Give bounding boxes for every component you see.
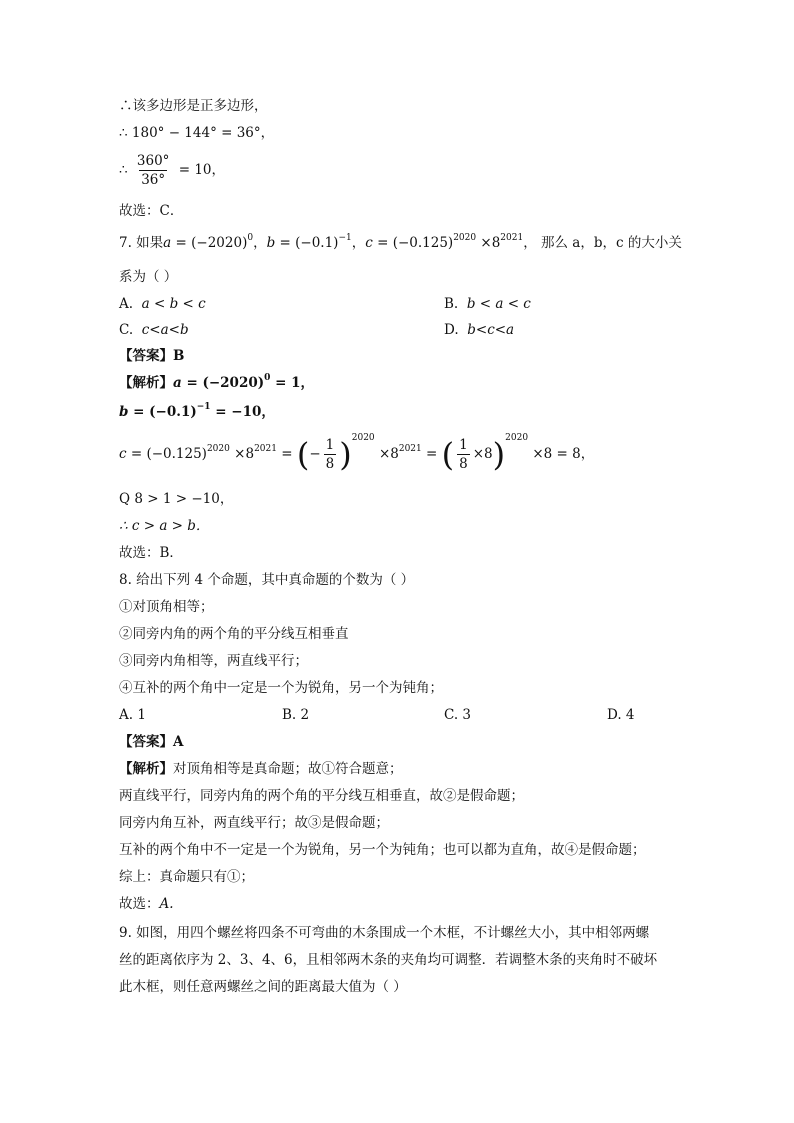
exp-a: 0 [247, 233, 254, 243]
expr: ×8 [374, 446, 399, 462]
question-8-analysis-3: 同旁内角互补，两直线平行；故③是假命题； [119, 815, 389, 831]
fraction-denominator: 8 [459, 456, 468, 472]
fraction-denominator: 36° [141, 172, 166, 188]
expr-result: ×8 = 8， [528, 446, 595, 462]
question-7-stem [119, 232, 682, 254]
prev-line-4: 故选：C． [119, 203, 184, 219]
expr-result: = 1， [270, 375, 314, 391]
option-b: B. 2 [282, 707, 310, 723]
expr: = (−0.125) [126, 446, 207, 462]
expr-b: = (−0.1) [275, 235, 339, 251]
prev-line-1: ∴该多边形是正多边形， [119, 98, 268, 114]
question-7-analysis-5: ∴ c > a > b． [119, 518, 210, 534]
question-7-suffix: ， 那么 a，b，c 的大小关 [523, 235, 682, 251]
fraction-denominator: 8 [325, 456, 335, 472]
question-8-answer: 【答案】A [119, 734, 184, 750]
question-7-answer: 【答案】B [119, 348, 185, 364]
choice-prefix: 故选： [119, 896, 160, 912]
option-d [444, 321, 514, 339]
exp-c-2: 2021 [500, 233, 524, 243]
option-b [444, 295, 531, 313]
question-8-item: ④互补的两个角中一定是一个为锐角，另一个为钝角； [119, 680, 443, 696]
var-b: b [266, 235, 276, 251]
choice-letter: A [159, 896, 170, 912]
exp-b: −1 [338, 233, 352, 243]
option-label: B. [444, 296, 459, 312]
option-d: D. 4 [607, 707, 635, 723]
option-a: A. 1 [119, 707, 146, 723]
var-c: c [119, 446, 127, 462]
var-c: c [365, 235, 373, 251]
fraction [135, 153, 172, 188]
expr-c-mid: ×8 [476, 235, 501, 251]
exponent: 2020 [505, 433, 529, 443]
expr-a: = (−2020) [171, 235, 248, 251]
question-8-choice [119, 895, 174, 913]
fraction-numerator: 1 [325, 437, 335, 453]
question-8-item: ①对顶角相等； [119, 599, 214, 615]
question-8-stem: 8. 给出下列 4 个命题，其中真命题的个数为（ ） [119, 572, 415, 588]
option-label: A. [119, 296, 134, 312]
question-8-analysis-4: 互补的两个角中不一定是一个为锐角，另一个为钝角；也可以都为直角，故④是假命题； [119, 842, 646, 858]
expr: ×8 [472, 446, 493, 462]
left-paren: ( [441, 435, 455, 474]
equals: = [421, 446, 442, 462]
question-8-analysis-2: 两直线平行，同旁内角的两个角的平分线互相垂直，故②是假命题； [119, 788, 524, 804]
separator: ， [351, 235, 366, 251]
prev-line-3 [119, 152, 225, 188]
option-label: C. [119, 322, 134, 338]
exp-c-1: 2020 [453, 233, 477, 243]
right-paren: ) [339, 435, 352, 474]
option-text: b < a < c [466, 296, 531, 312]
fraction-numerator: 360° [136, 153, 170, 169]
question-7-analysis-1 [119, 373, 314, 393]
expr: = (−0.1) [128, 404, 197, 420]
question-7-prefix: 7. 如果 [119, 235, 164, 251]
left-paren: ( [296, 435, 310, 474]
option-text: c<a<b [141, 322, 189, 338]
option-text: a < b < c [141, 296, 206, 312]
exponent: 2020 [351, 433, 375, 443]
exponent: 2020 [206, 444, 230, 454]
var-a: a [173, 375, 182, 391]
therefore-symbol: ∴ [119, 125, 128, 141]
option-a [119, 295, 206, 313]
option-c [119, 321, 189, 339]
choice-suffix: . [169, 896, 174, 912]
question-7-choice: 故选：B． [119, 545, 183, 561]
option-text: b<c<a [467, 322, 515, 338]
exponent: 2021 [398, 444, 422, 454]
question-9-line-2: 丝的距离依序为 2、3、4、6，且相邻两木条的夹角均可调整．若调整木条的夹角时不破坏 [119, 952, 658, 968]
expr: ×8 [229, 446, 255, 462]
question-7-analysis-3 [119, 432, 594, 476]
question-8-item: ②同旁内角的两个角的平分线互相垂直 [119, 626, 349, 642]
question-7-analysis-4: Q 8 > 1 > −10， [119, 491, 234, 507]
right-paren: ) [492, 435, 506, 474]
question-9-line-3: 此木框，则任意两螺丝之间的距离最大值为（ ） [119, 979, 407, 995]
exponent: −1 [196, 402, 211, 412]
question-8-analysis-5: 综上：真命题只有①； [119, 869, 254, 885]
prev-line-2 [119, 124, 274, 142]
question-7-line-2: 系为（ ） [119, 269, 178, 285]
option-label: D. [444, 322, 459, 338]
option-c: C. 3 [444, 707, 472, 723]
var-b: b [119, 404, 129, 420]
question-9-line-1: 9. 如图，用四个螺丝将四条不可弯曲的木条围成一个木框，不计螺丝大小，其中相邻两螺 [119, 925, 650, 941]
analysis-label: 【解析】 [119, 761, 173, 777]
expr-result: = −10， [210, 404, 275, 420]
fraction [457, 437, 470, 472]
analysis-label: 【解析】 [119, 375, 173, 391]
question-8-item: ③同旁内角相等，两直线平行； [119, 653, 308, 669]
angle-expression: 180° − 144° = 36°， [131, 125, 275, 141]
question-7-analysis-2 [119, 402, 275, 422]
exponent: 2021 [254, 444, 277, 454]
fraction-numerator: 1 [459, 437, 468, 453]
expr: = (−2020) [181, 375, 265, 391]
equals: = [276, 446, 297, 462]
var-a: a [163, 235, 172, 251]
question-8-analysis-1 [119, 760, 403, 778]
exponent: 0 [264, 373, 271, 383]
separator: ， [253, 235, 267, 251]
fraction [324, 437, 337, 472]
therefore-symbol: ∴ [119, 162, 128, 178]
analysis-text: 对顶角相等是真命题；故①符合题意； [173, 761, 403, 777]
expr-c: = (−0.125) [372, 235, 454, 251]
fraction-result: = 10， [178, 162, 225, 178]
minus-sign: − [309, 446, 321, 462]
